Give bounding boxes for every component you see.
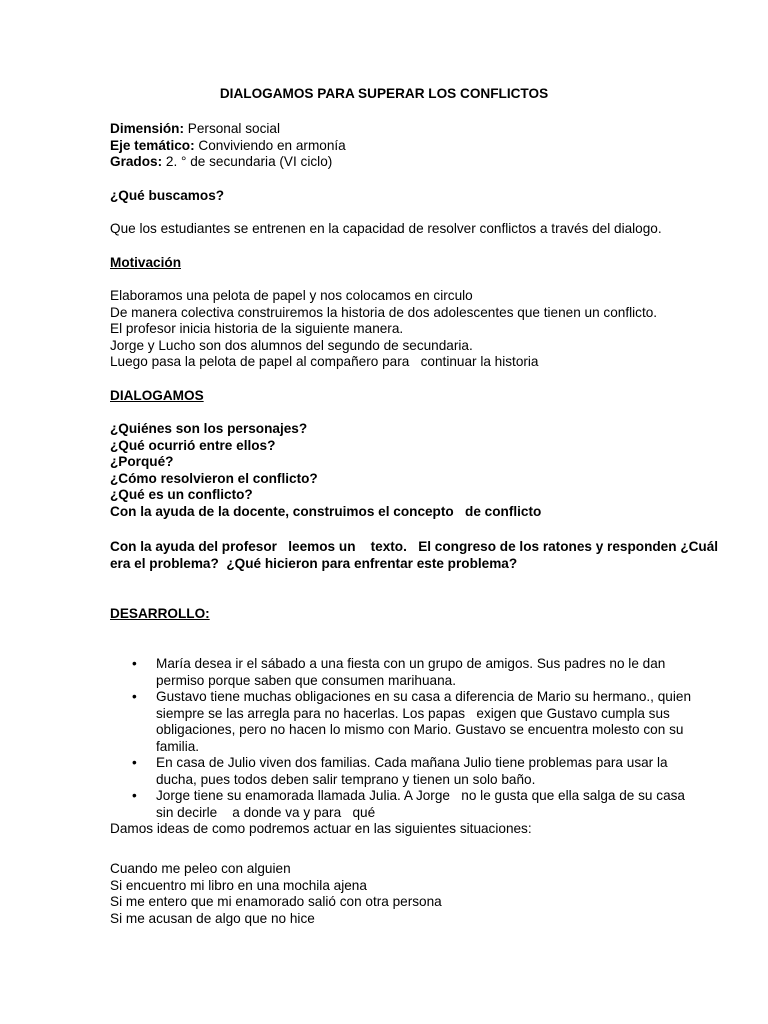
text-line: sin decirle a donde va y para qué xyxy=(156,804,376,820)
meta-value: Personal social xyxy=(187,121,280,136)
list-item xyxy=(110,788,685,821)
text-line: Jorge y Lucho son dos alumnos del segundo de secundaria. xyxy=(110,337,473,353)
bullet-icon: • xyxy=(132,656,137,671)
motivacion-lines xyxy=(110,288,670,371)
section-heading-dialogamos: DIALOGAMOS xyxy=(110,388,204,403)
text-line: obligaciones, pero no hacen lo mismo con Mario. Gustavo se encuentra molesto con su xyxy=(156,722,684,737)
question-line: ¿Cómo resolvieron el conflicto? xyxy=(110,470,318,486)
question-line: Con la ayuda de la docente, construimos el concepto de conflicto xyxy=(110,503,542,519)
section-heading-desarrollo: DESARROLLO: xyxy=(110,606,210,621)
bullet-list xyxy=(110,656,692,821)
text-line: Con la ayuda del profesor leemos un texto. El congreso de los ratones y responden ¿Cuál xyxy=(110,539,719,554)
situation-line: Si encuentro mi libro en una mochila ajena xyxy=(110,877,367,893)
question-line: ¿Qué es un conflicto? xyxy=(110,487,253,502)
list-item xyxy=(110,656,670,689)
dialogamos-paragraph xyxy=(110,539,719,572)
text-line: Gustavo tiene muchas obligaciones en su casa a diferencia de Mario su hermano., quien xyxy=(156,689,692,704)
text-line: Elaboramos una pelota de papel y nos colocamos en circulo xyxy=(110,288,473,303)
bullet-icon: • xyxy=(132,755,137,770)
bullet-icon: • xyxy=(132,689,137,704)
section-heading-que-buscamos: ¿Qué buscamos? xyxy=(110,188,225,203)
que-buscamos-text: Que los estudiantes se entrenen en la capacidad de resolver conflictos a través del dialogo. xyxy=(110,221,662,236)
situation-line: Cuando me peleo con alguien xyxy=(110,861,291,876)
meta-value: Conviviendo en armonía xyxy=(198,137,346,153)
meta-block xyxy=(110,121,670,171)
situation-line: Si me acusan de algo que no hice xyxy=(110,910,315,926)
text-line: Jorge tiene su enamorada llamada Julia. A Jorge no le gusta que ella salga de su casa xyxy=(156,788,685,803)
meta-label: Dimensión: xyxy=(110,121,185,136)
text-line: De manera colectiva construiremos la historia de dos adolescentes que tienen un conflicto. xyxy=(110,304,658,320)
question-line: ¿Porqué? xyxy=(110,454,174,469)
text-line: ducha, pues todos deben salir temprano y tienen un solo baño. xyxy=(156,771,536,787)
text-line: En casa de Julio viven dos familias. Cada mañana Julio tiene problemas para usar la xyxy=(156,755,668,770)
situation-line: Si me entero que mi enamorado salió con otra persona xyxy=(110,894,442,909)
question-line: ¿Qué ocurrió entre ellos? xyxy=(110,437,276,453)
text-line: permiso porque saben que consumen marihuana. xyxy=(156,672,457,688)
desarrollo-intro: Damos ideas de como podremos actuar en las siguientes situaciones: xyxy=(110,821,532,836)
question-line: ¿Quiénes son los personajes? xyxy=(110,421,308,436)
text-line: familia. xyxy=(156,738,200,754)
meta-label: Grados: xyxy=(110,154,163,169)
text-line: El profesor inicia historia de la siguiente manera. xyxy=(110,321,404,336)
meta-grados xyxy=(110,154,670,171)
bullet-icon: • xyxy=(132,788,137,803)
document-title: DIALOGAMOS PARA SUPERAR LOS CONFLICTOS xyxy=(219,86,549,101)
situations-list xyxy=(110,861,670,927)
text-line: Luego pasa la pelota de papel al compañero para continuar la historia xyxy=(110,354,539,369)
meta-label: Eje temático: xyxy=(110,137,195,153)
text-line: era el problema? ¿Qué hicieron para enfrentar este problema? xyxy=(110,555,518,571)
list-item xyxy=(110,755,670,788)
text-line: siempre se las arregla para no hacerlas. Los papas exigen que Gustavo cumpla sus xyxy=(156,705,670,721)
dialogamos-questions xyxy=(110,421,670,520)
desarrollo-bullets xyxy=(110,656,692,838)
meta-value: 2. ° de secundaria (VI ciclo) xyxy=(165,154,333,169)
meta-eje xyxy=(110,138,670,155)
text-line: María desea ir el sábado a una fiesta con un grupo de amigos. Sus padres no le dan xyxy=(156,656,666,671)
list-item xyxy=(110,689,692,755)
section-heading-motivacion: Motivación xyxy=(110,255,181,270)
meta-dimension xyxy=(110,121,670,138)
